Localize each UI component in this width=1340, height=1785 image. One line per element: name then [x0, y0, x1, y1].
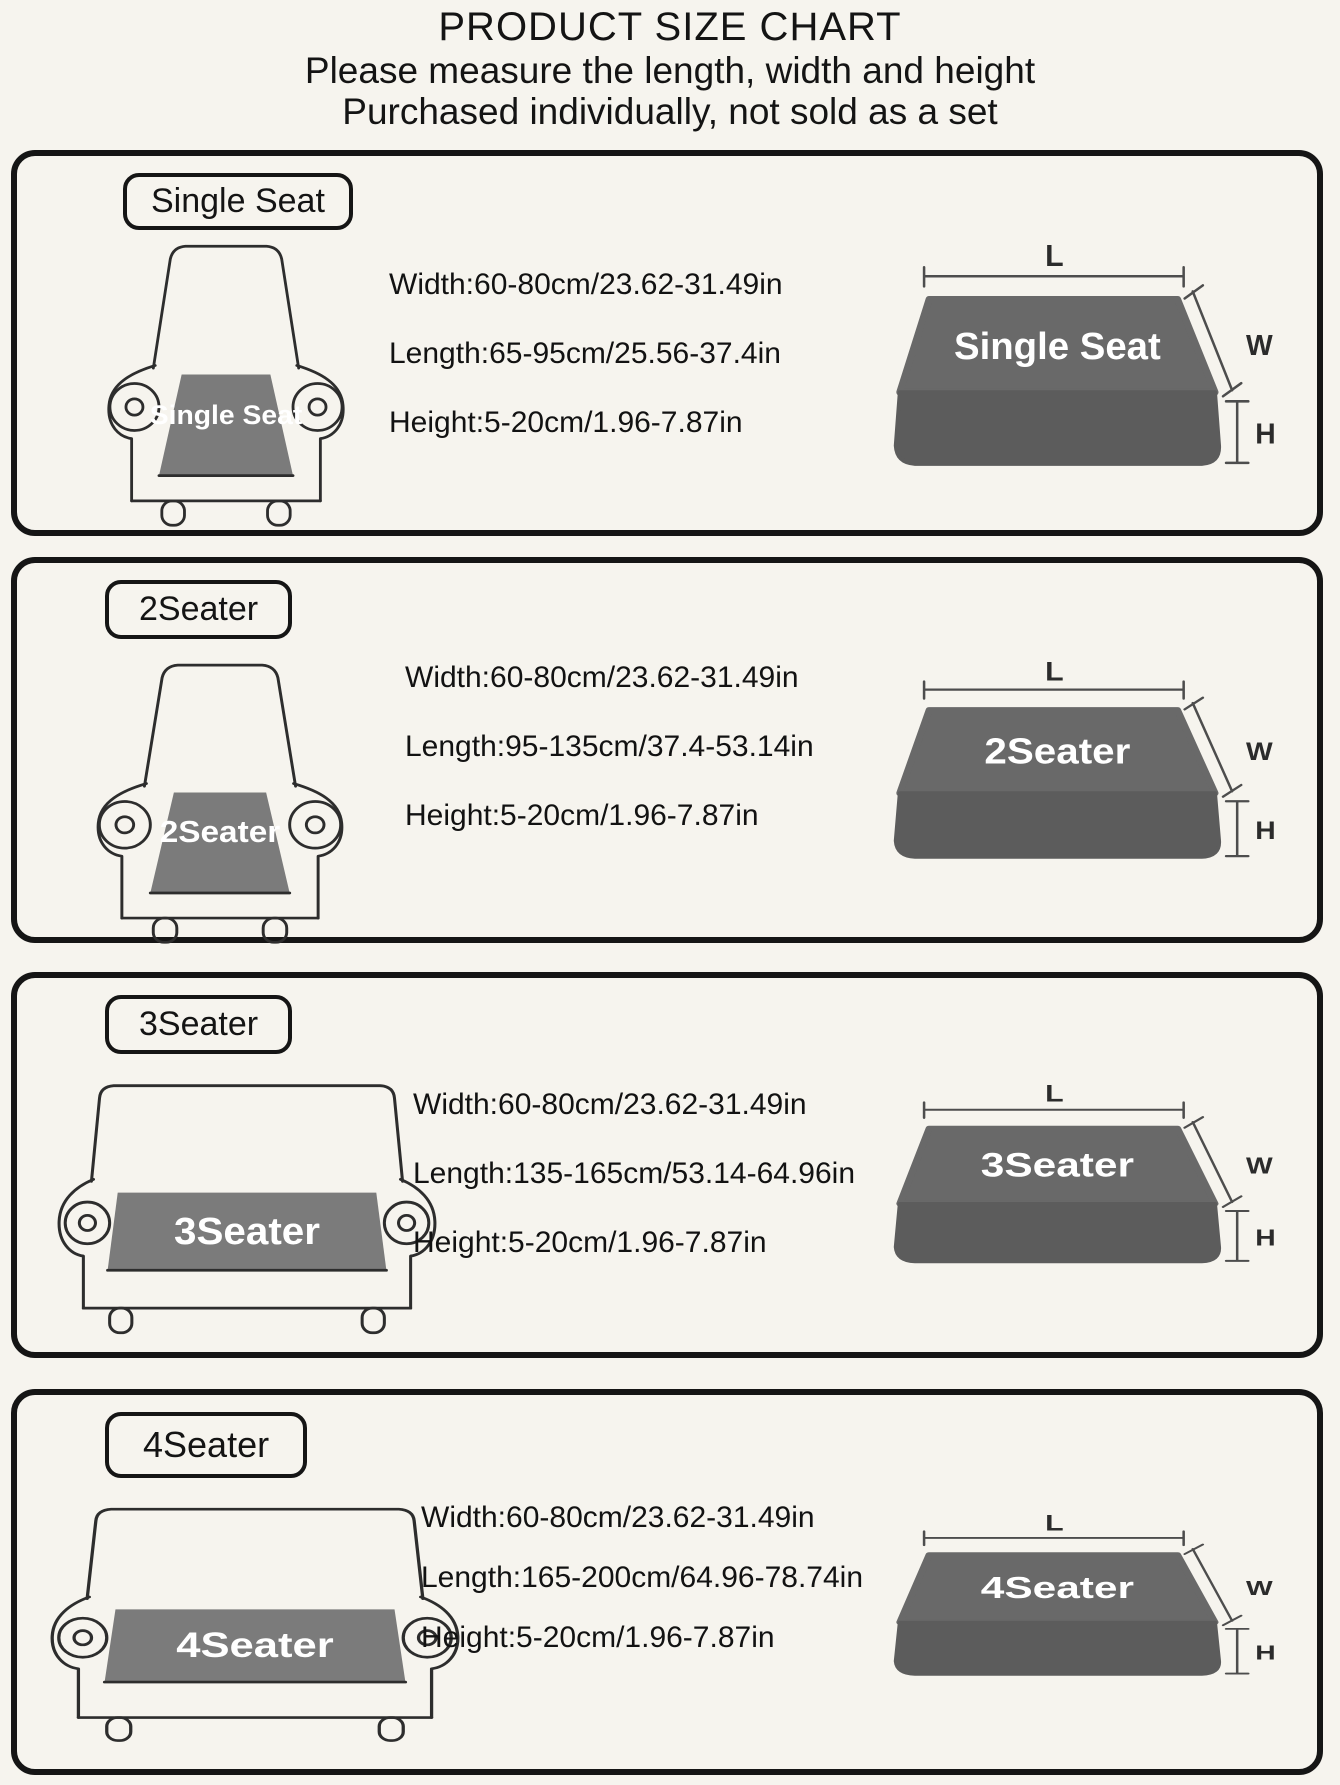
- length-dim-label: L: [1045, 240, 1064, 274]
- subtitle-individual: Purchased individually, not sold as a set: [342, 91, 998, 132]
- length-dim-label: L: [1045, 1510, 1064, 1536]
- armchair-illustration: [75, 230, 377, 528]
- sofa-illustration: [37, 1487, 473, 1753]
- length-measurement: Length:65-95cm/25.56-37.4in: [389, 337, 781, 370]
- length-measurement: Length:95-135cm/37.4-53.14in: [405, 730, 814, 763]
- width-dim-label: W: [1246, 737, 1273, 766]
- measurements: [421, 1501, 863, 1681]
- height-measurement: Height:5-20cm/1.96-7.87in: [389, 406, 743, 439]
- size-section-single-seat: [11, 150, 1323, 536]
- width-measurement: Width:60-80cm/23.62-31.49in: [389, 268, 783, 301]
- measurements: [389, 268, 783, 475]
- width-measurement: Width:60-80cm/23.62-31.49in: [421, 1501, 815, 1534]
- seat-type-badge: 3Seater: [105, 995, 292, 1054]
- seat-type-badge: 2Seater: [105, 580, 292, 639]
- seat-cover-illustration: [815, 242, 1320, 484]
- width-dim-label: W: [1246, 1577, 1273, 1601]
- length-dim-label: L: [1045, 657, 1064, 688]
- cushion-label: Single Seat: [149, 399, 303, 431]
- width-dim-label: W: [1246, 328, 1273, 361]
- sofa-illustration: [45, 1062, 449, 1346]
- height-dim-label: H: [1255, 417, 1276, 450]
- size-section-2seater: [11, 557, 1323, 943]
- measurements: [405, 661, 814, 868]
- seat-type-badge: 4Seater: [105, 1412, 307, 1478]
- seat-cover-illustration: [815, 1079, 1320, 1278]
- cover-label: Single Seat: [954, 324, 1161, 368]
- cover-label: 2Seater: [984, 731, 1131, 772]
- cushion-label: 3Seater: [174, 1210, 320, 1253]
- width-measurement: Width:60-80cm/23.62-31.49in: [413, 1088, 807, 1121]
- width-dim-label: W: [1246, 1153, 1273, 1179]
- subtitle-measure: Please measure the length, width and height: [304, 50, 1036, 91]
- seat-cover-illustration: [815, 659, 1320, 875]
- length-measurement: Length:135-165cm/53.14-64.96in: [413, 1157, 856, 1190]
- width-measurement: Width:60-80cm/23.62-31.49in: [405, 661, 799, 694]
- seat-type-badge: Single Seat: [123, 173, 353, 230]
- length-measurement: Length:165-200cm/64.96-78.74in: [421, 1561, 864, 1594]
- height-dim-label: H: [1255, 816, 1276, 845]
- height-measurement: Height:5-20cm/1.96-7.87in: [421, 1621, 775, 1654]
- page-title: PRODUCT SIZE CHART: [438, 5, 902, 49]
- length-dim-label: L: [1045, 1079, 1064, 1107]
- armchair-illustration: [63, 649, 377, 945]
- height-dim-label: H: [1255, 1642, 1276, 1665]
- height-measurement: Height:5-20cm/1.96-7.87in: [405, 799, 759, 832]
- cushion-label: 4Seater: [176, 1626, 334, 1666]
- header: [0, 4, 1340, 132]
- size-section-3seater: [11, 972, 1323, 1358]
- cushion-label: 2Seater: [159, 814, 281, 849]
- height-dim-label: H: [1255, 1225, 1276, 1251]
- seat-cover-illustration: [815, 1510, 1320, 1689]
- height-measurement: Height:5-20cm/1.96-7.87in: [413, 1226, 767, 1259]
- size-section-4seater: [11, 1389, 1323, 1775]
- cover-label: 4Seater: [980, 1569, 1135, 1605]
- cover-label: 3Seater: [980, 1146, 1135, 1185]
- measurements: [413, 1088, 855, 1295]
